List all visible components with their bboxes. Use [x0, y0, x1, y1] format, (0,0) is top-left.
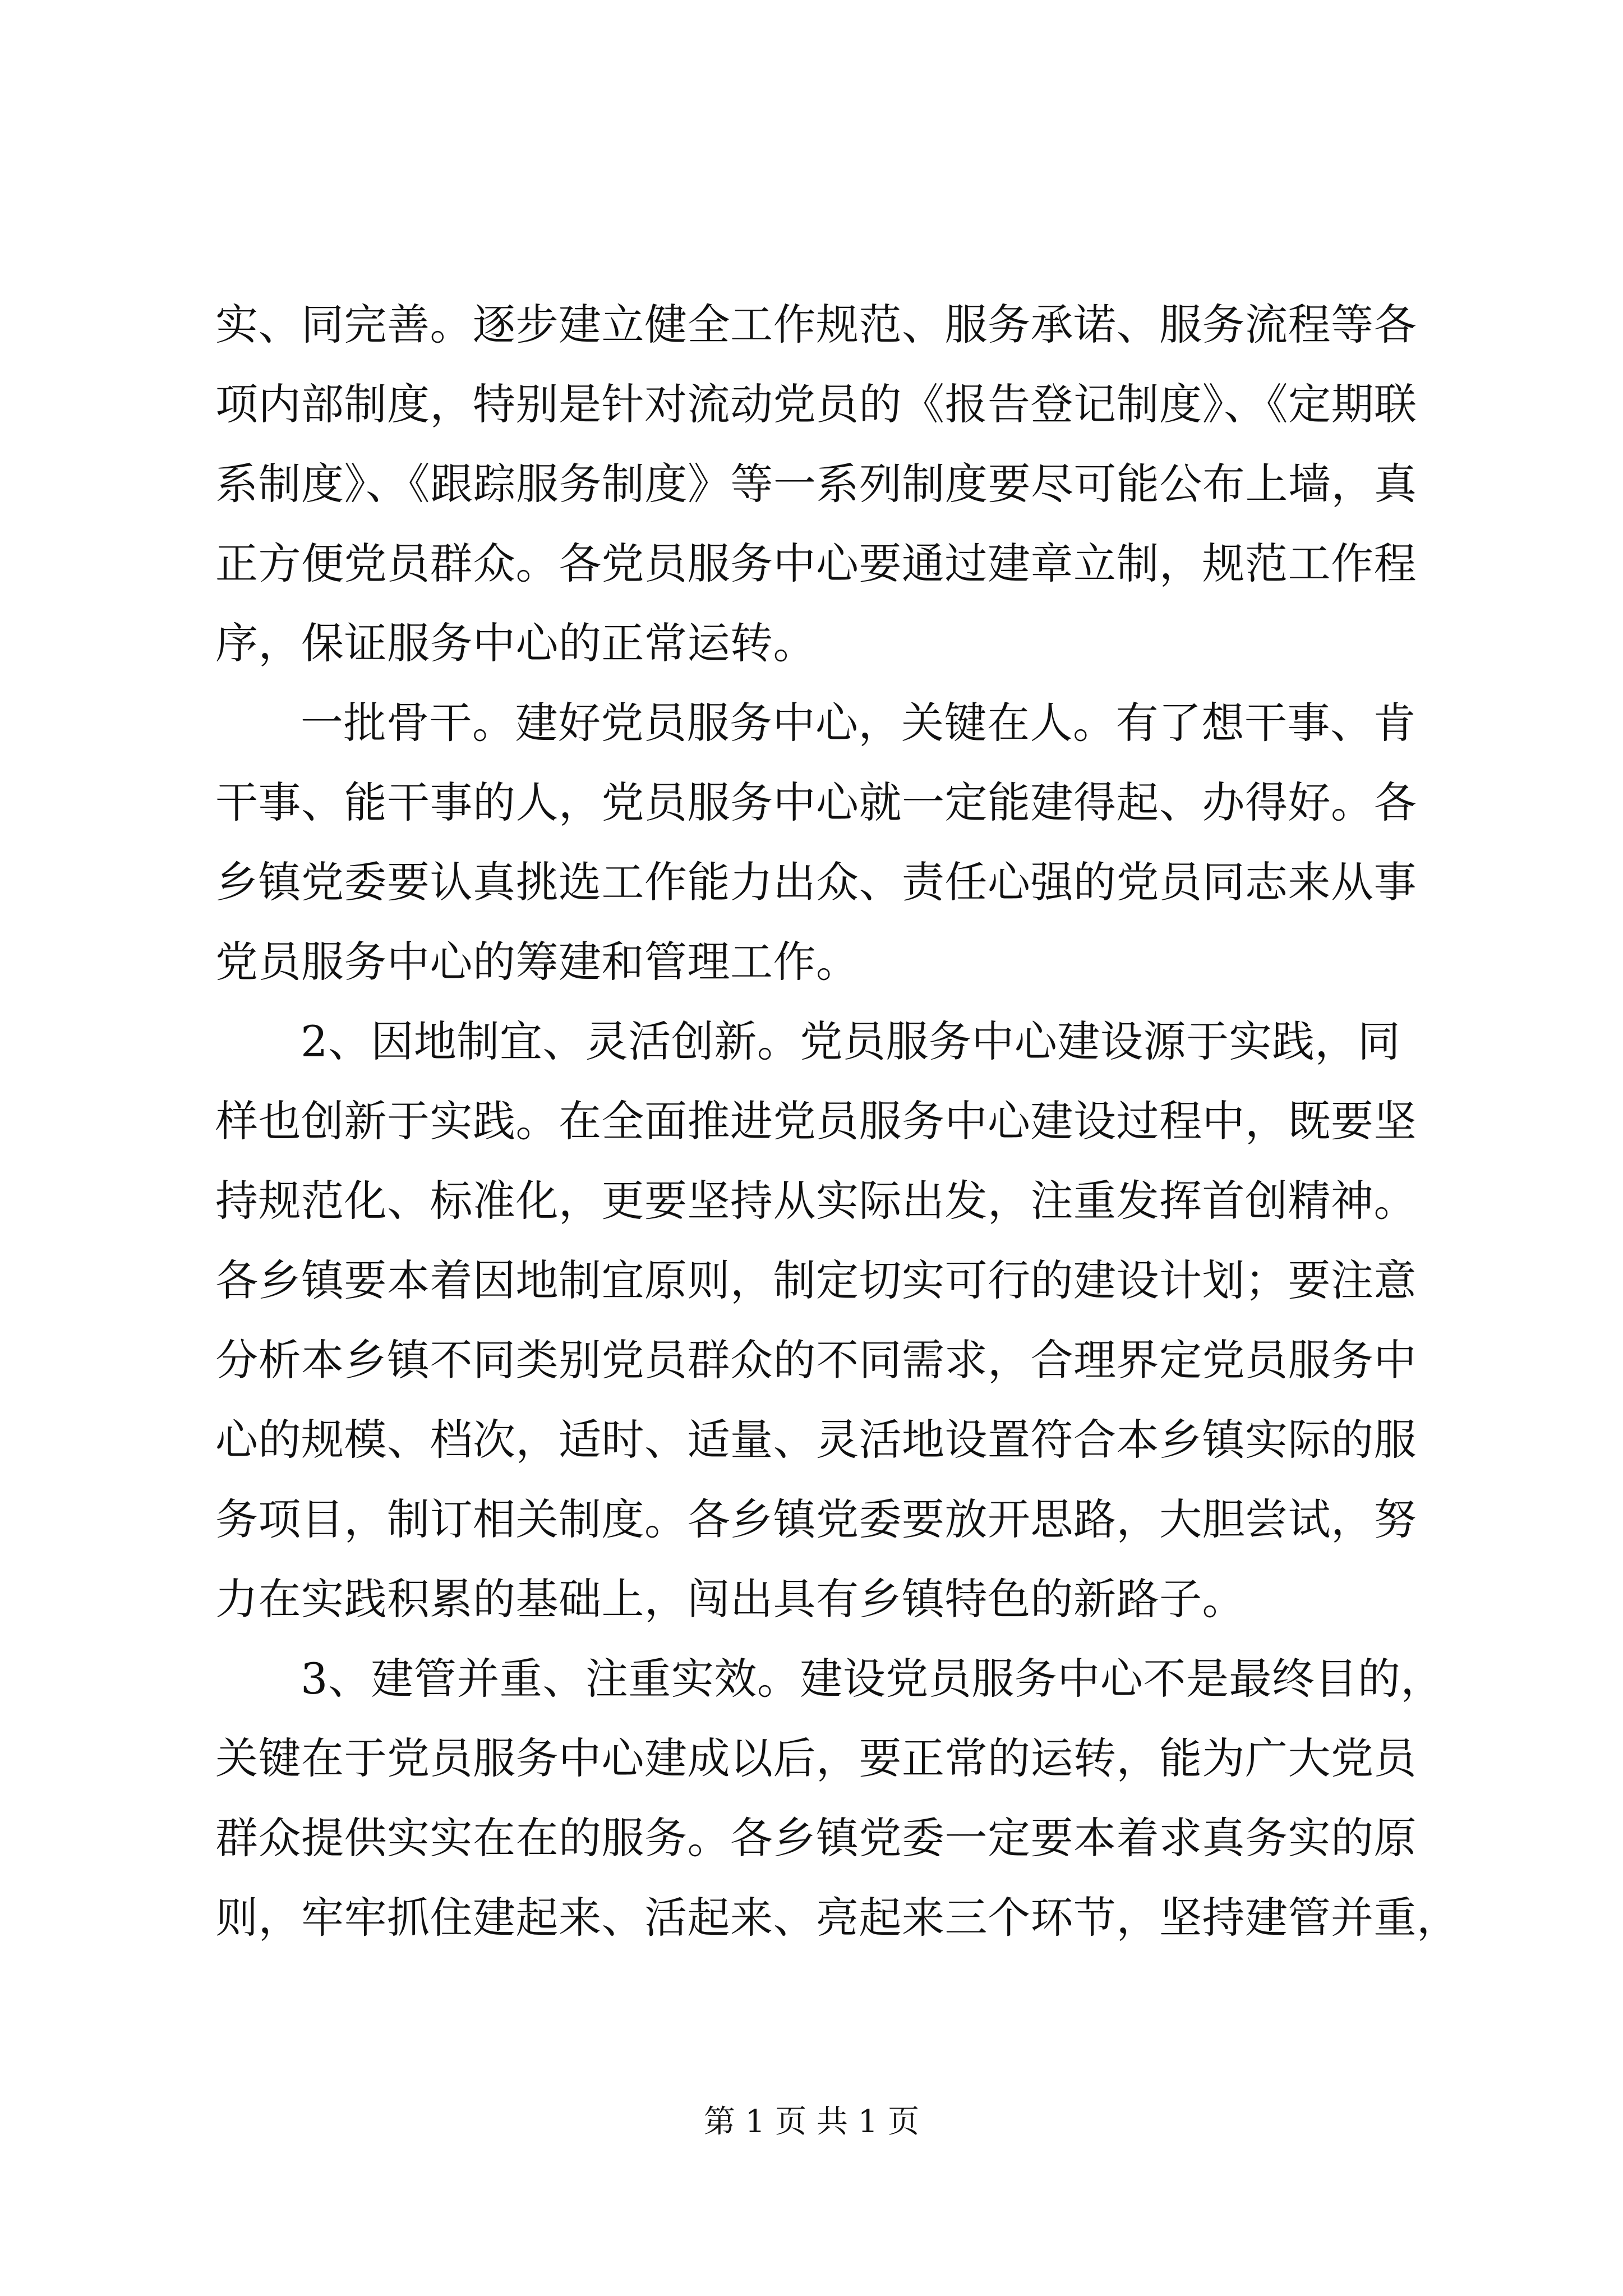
text-line: 系制度》、《跟踪服务制度》等一系列制度要尽可能公布上墙，真 — [215, 459, 1417, 509]
text-line: 持规范化、标准化，更要坚持从实际出发，注重发挥首创精神。 — [215, 1176, 1417, 1226]
paragraph-4 — [215, 1639, 1460, 1958]
text-line: 则，牢牢抓住建起来、活起来、亮起来三个环节，坚持建管并重， — [215, 1893, 1460, 1943]
paragraph-2 — [215, 683, 1417, 1002]
paragraph-3 — [215, 1002, 1417, 1639]
text-line: 2、因地制宜、灵活创新。党员服务中心建设源于实践，同 — [301, 1016, 1401, 1066]
text-line: 乡镇党委要认真挑选工作能力出众、责任心强的党员同志来从事 — [215, 857, 1417, 907]
text-line: 心的规模、档次，适时、适量、灵活地设置符合本乡镇实际的服 — [215, 1415, 1417, 1465]
text-line: 一批骨干。建好党员服务中心，关键在人。有了想干事、肯 — [301, 698, 1416, 748]
text-line: 实、同完善。逐步建立健全工作规范、服务承诺、服务流程等各 — [215, 300, 1417, 349]
text-line: 3、建管并重、注重实效。建设党员服务中心不是最终目的， — [301, 1654, 1444, 1704]
text-line: 项内部制度，特别是针对流动党员的《报告登记制度》、《定期联 — [215, 379, 1417, 429]
text-line: 党员服务中心的筹建和管理工作。 — [215, 937, 859, 987]
text-line: 序，保证服务中心的正常运转。 — [215, 618, 816, 668]
page-number-footer: 第 1 页 共 1 页 — [703, 2104, 920, 2140]
text-line: 干事、能干事的人，党员服务中心就一定能建得起、办得好。各 — [215, 777, 1417, 827]
text-line: 关键在于党员服务中心建成以后，要正常的运转，能为广大党员 — [215, 1733, 1417, 1783]
paragraph-1 — [215, 285, 1417, 683]
text-line: 群众提供实实在在的服务。各乡镇党委一定要本着求真务实的原 — [215, 1813, 1417, 1863]
text-line: 样也创新于实践。在全面推进党员服务中心建设过程中，既要坚 — [215, 1096, 1417, 1146]
text-line: 力在实践积累的基础上，闯出具有乡镇特色的新路子。 — [215, 1574, 1245, 1624]
text-line: 务项目，制订相关制度。各乡镇党委要放开思路，大胆尝试，努 — [215, 1494, 1417, 1544]
document-body — [215, 285, 1460, 1958]
text-line: 分析本乡镇不同类别党员群众的不同需求，合理界定党员服务中 — [215, 1335, 1417, 1385]
text-line: 各乡镇要本着因地制宜原则，制定切实可行的建设计划；要注意 — [215, 1255, 1417, 1305]
text-line: 正方便党员群众。各党员服务中心要通过建章立制，规范工作程 — [215, 539, 1417, 588]
